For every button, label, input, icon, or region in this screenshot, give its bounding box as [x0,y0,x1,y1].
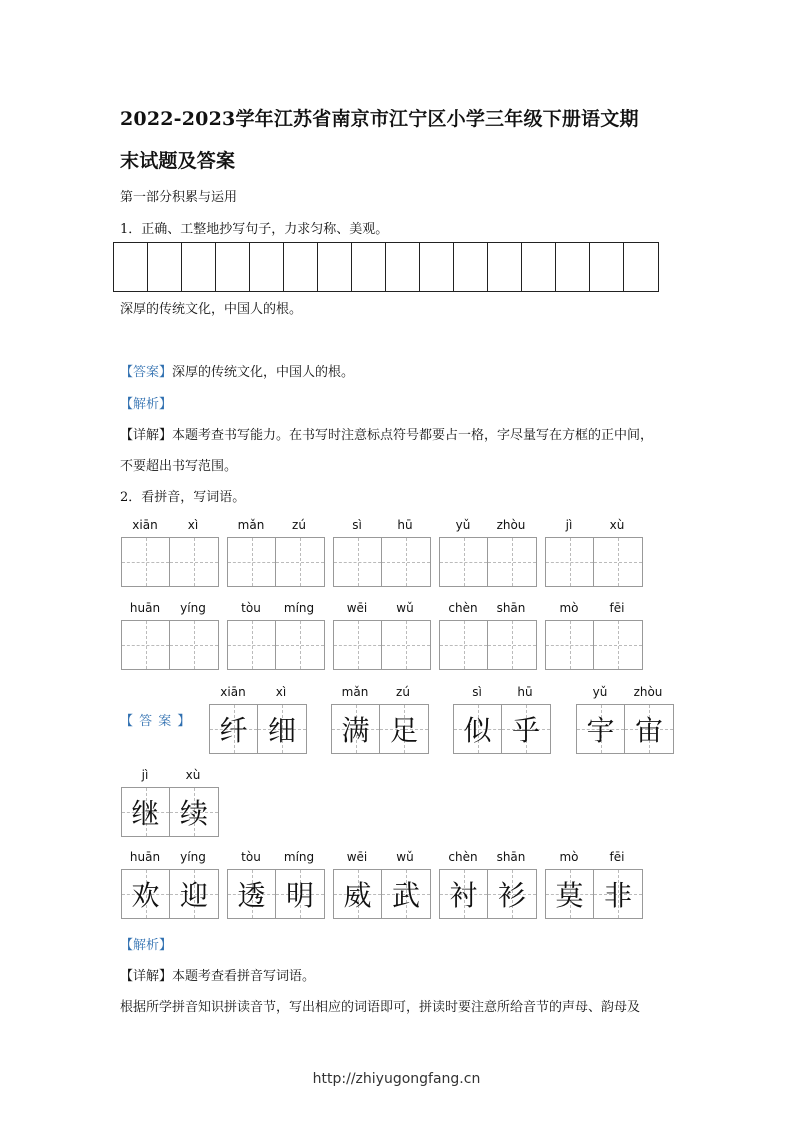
pinyin-label: fēi [609,601,625,615]
answer-character: 衬 [449,879,478,912]
answer-character: 继 [131,797,160,830]
page-title-line-2: 末试题及答案 [120,150,236,172]
blank-word-grid[interactable] [121,537,219,587]
answer-character: 乎 [511,714,540,747]
pinyin-label: tòu [241,850,261,864]
copy-grid-cell [386,243,420,291]
pinyin-label: xiān [132,518,158,532]
pinyin-label: jì [565,518,573,532]
tianzige-cell [170,538,218,586]
answer-character: 武 [391,879,420,912]
copy-grid-cell [488,243,522,291]
pinyin-label: zú [396,685,410,699]
copy-grid-cell [522,243,556,291]
tianzige-cell [276,538,324,586]
pinyin-label: yǔ [455,518,471,532]
answer-character: 纤 [219,714,248,747]
tianzige-cell [488,621,536,669]
q2-prompt: 2．看拼音，写词语。 [120,490,246,505]
pinyin-label: zhòu [496,518,526,532]
pinyin-label: zhòu [633,685,663,699]
copy-grid-cell [318,243,352,291]
pinyin-label: xiān [220,685,246,699]
tianzige-cell [382,621,430,669]
tianzige-cell [594,621,642,669]
answer-character: 续 [179,797,208,830]
tianzige-cell [228,621,276,669]
pinyin-label: shān [496,601,526,615]
pinyin-label: huān [129,601,161,615]
q2-analysis-tag: 【解析】 [120,938,173,953]
answer-word-grid [121,787,219,837]
pinyin-label: yíng [180,850,206,864]
answer-word-grid [121,869,219,919]
answer-word-grid [333,869,431,919]
answer-word-grid [545,869,643,919]
tianzige-cell [382,538,430,586]
pinyin-label: xù [185,768,201,782]
answer-word-grid [227,869,325,919]
pinyin-label: sì [352,518,362,532]
blank-word-grid[interactable] [333,620,431,670]
pinyin-label: shān [496,850,526,864]
answer-character: 非 [603,879,632,912]
tianzige-cell [440,621,488,669]
tianzige-cell [488,870,536,918]
tianzige-cell [546,870,594,918]
tianzige-cell [488,538,536,586]
pinyin-label: chèn [448,601,478,615]
tianzige-cell [276,870,324,918]
pinyin-label: wēi [346,601,368,615]
answer-character: 宙 [634,714,663,747]
answer-character: 细 [267,714,296,747]
pinyin-label: huān [129,850,161,864]
tianzige-cell [546,538,594,586]
footer-url: http://zhiyugongfang.cn [312,1071,481,1087]
pinyin-label: hū [397,518,413,532]
pinyin-label: jì [141,768,149,782]
blank-word-grid[interactable] [227,537,325,587]
q2-detail-line-2: 根据所学拼音知识拼读音节，写出相应的词语即可，拼读时要注意所给音节的声母、韵母及 [120,1000,641,1015]
answer-word-grid [439,869,537,919]
blank-word-grid[interactable] [333,537,431,587]
answer-character: 似 [463,714,492,747]
answer-word-grid [331,704,429,754]
tianzige-cell [546,621,594,669]
copy-grid-cell [556,243,590,291]
tianzige-cell [502,705,550,753]
copy-grid-cell [590,243,624,291]
blank-word-grid[interactable] [121,620,219,670]
answer-word-grid [453,704,551,754]
q1-prompt: 1．正确、工整地抄写句子，力求匀称、美观。 [120,222,389,237]
pinyin-label: mǎn [237,518,265,532]
copy-grid-cell [284,243,318,291]
pinyin-label: fēi [609,850,625,864]
answer-character: 透 [237,879,266,912]
pinyin-label: míng [283,601,315,615]
pinyin-label: sì [472,685,482,699]
q2-answer-tag: 【 答 案 】 [120,714,192,729]
tianzige-cell [454,705,502,753]
tianzige-cell [594,538,642,586]
q1-detail-line-2: 不要超出书写范围。 [120,459,238,474]
tianzige-cell [276,621,324,669]
answer-character: 衫 [497,879,526,912]
q1-answer [120,361,354,380]
answer-character: 威 [343,879,372,912]
copy-grid-cell [216,243,250,291]
tianzige-cell [228,538,276,586]
blank-word-grid[interactable] [545,620,643,670]
tianzige-cell [228,870,276,918]
tianzige-cell [440,538,488,586]
q1-detail-line-1: 【详解】本题考查书写能力。在书写时注意标点符号都要占一格，字尽量写在方框的正中间， [120,428,654,443]
tianzige-cell [594,870,642,918]
answer-character: 宇 [586,714,615,747]
pinyin-label: xì [187,518,199,532]
blank-word-grid[interactable] [439,620,537,670]
copy-grid-cell [624,243,658,291]
copy-grid-cell [182,243,216,291]
tianzige-cell [382,870,430,918]
answer-text: 深厚的传统文化，中国人的根。 [172,365,355,380]
answer-character: 欢 [131,879,160,912]
pinyin-label: míng [283,850,315,864]
tianzige-cell [334,621,382,669]
q1-sentence: 深厚的传统文化，中国人的根。 [120,302,303,317]
tianzige-cell [380,705,428,753]
pinyin-label: tòu [241,601,261,615]
blank-word-grid[interactable] [227,620,325,670]
pinyin-label: mò [559,601,579,615]
pinyin-label: xù [609,518,625,532]
tianzige-cell [258,705,306,753]
tianzige-cell [334,538,382,586]
pinyin-label: wǔ [396,850,414,864]
blank-word-grid[interactable] [439,537,537,587]
tianzige-cell [577,705,625,753]
answer-character: 满 [341,714,370,747]
copy-grid-cell [420,243,454,291]
copy-grid-cell [114,243,148,291]
pinyin-label: xì [275,685,287,699]
tianzige-cell [334,870,382,918]
tianzige-cell [122,538,170,586]
tianzige-cell [122,788,170,836]
pinyin-label: mǎn [341,685,369,699]
tianzige-cell [122,621,170,669]
answer-character: 莫 [555,879,584,912]
pinyin-label: wǔ [396,601,414,615]
section-heading: 第一部分积累与运用 [120,190,238,205]
tianzige-cell [122,870,170,918]
copy-grid-cell [148,243,182,291]
pinyin-label: wēi [346,850,368,864]
tianzige-cell [210,705,258,753]
copy-grid-cell [250,243,284,291]
tianzige-cell [170,621,218,669]
answer-character: 足 [389,714,418,747]
tianzige-cell [440,870,488,918]
tianzige-cell [170,870,218,918]
copy-grid-cell [352,243,386,291]
tianzige-cell [625,705,673,753]
q1-analysis-tag: 【解析】 [120,397,173,412]
pinyin-label: yíng [180,601,206,615]
pinyin-label: chèn [448,850,478,864]
answer-tag: 【答案】 [120,365,173,380]
answer-character: 迎 [179,879,208,912]
copy-grid [113,242,659,292]
answer-word-grid [209,704,307,754]
pinyin-label: zú [292,518,306,532]
blank-word-grid[interactable] [545,537,643,587]
answer-word-grid [576,704,674,754]
answer-character: 明 [285,879,314,912]
tianzige-cell [170,788,218,836]
q2-detail-line-1: 【详解】本题考查看拼音写词语。 [120,969,316,984]
tianzige-cell [332,705,380,753]
page-title-line-1: 2022-2023学年江苏省南京市江宁区小学三年级下册语文期 [120,108,639,130]
pinyin-label: yǔ [592,685,608,699]
pinyin-label: hū [517,685,533,699]
copy-grid-cell [454,243,488,291]
pinyin-label: mò [559,850,579,864]
